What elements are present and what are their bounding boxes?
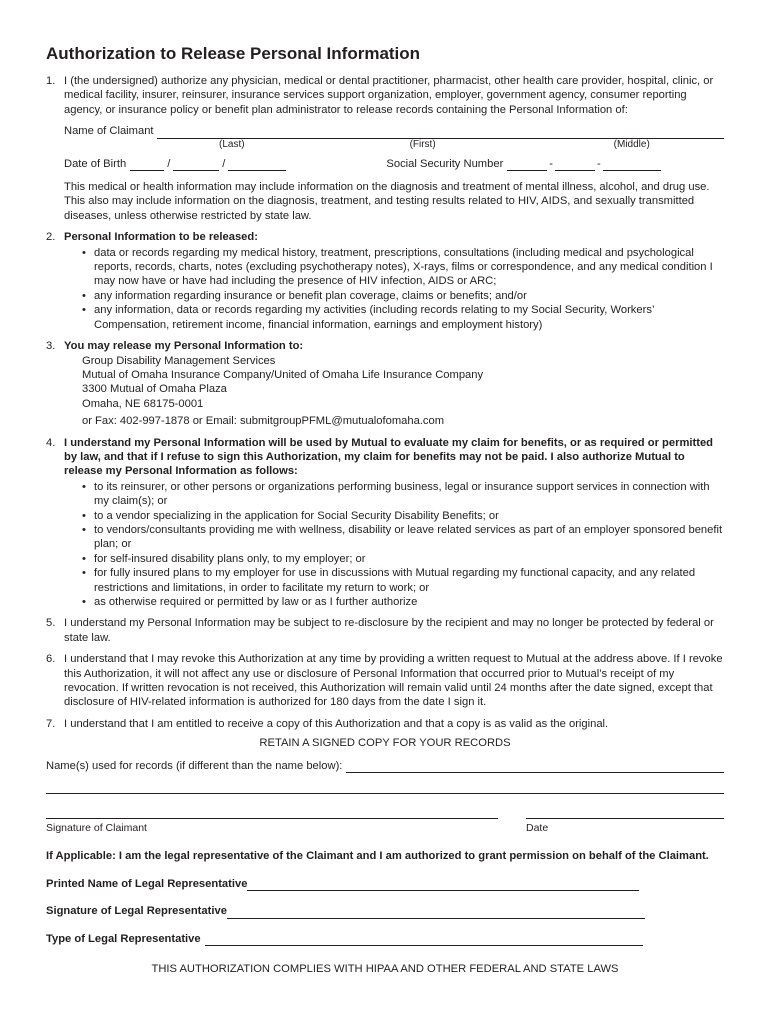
mailing-address [64,354,724,429]
first-name-label: (First) [409,138,436,150]
list-item: • any information regarding insurance or benefit plan coverage, claims or benefits; and/or [82,289,724,303]
type-rep-field[interactable] [205,934,643,946]
ssn-part1-field[interactable] [507,159,547,171]
middle-name-label: (Middle) [613,138,650,150]
printed-name-row [46,877,724,891]
address-line: Group Disability Management Services [82,354,276,367]
signature-of-claimant-label: Signature of Claimant [46,822,147,835]
section-4-list [64,480,724,610]
retain-copy-notice: RETAIN A SIGNED COPY FOR YOUR RECORDS [259,737,511,750]
section-number: 1. [46,75,56,87]
signature-rep-row [46,904,724,918]
list-item: • to its reinsurer, or other persons or organizations performing business, legal or insurance support services in connection with my claim(s); or [82,480,724,509]
name-of-claimant-field[interactable] [157,127,724,139]
ssn-separator: - [549,157,554,170]
ssn-separator: - [597,157,601,170]
address-line: 3300 Mutual of Omaha Plaza [82,383,227,396]
signature-rep-label: Signature of Legal Representative [46,905,227,918]
dob-day-field[interactable] [173,159,219,171]
section-1 [46,74,724,223]
dob-month-field[interactable] [130,159,164,171]
last-name-label: (Last) [219,138,245,150]
signature-of-claimant-field[interactable] [46,808,498,819]
list-item: • for self-insured disability plans only, to my employer; or [82,552,724,566]
section-3-heading: You may release my Personal Information to: [64,340,304,353]
fax-email-line: or Fax: 402-997-1878 or Email: submitgroupPFML@mutualofomaha.com [82,415,445,428]
printed-name-label: Printed Name of Legal Representative [46,877,248,890]
section-number: 5. [46,617,56,630]
type-rep-label: Type of Legal Representative [46,932,201,945]
section-number: 7. [46,717,56,730]
section-number: 3. [46,340,56,353]
ssn-label: Social Security Number [386,157,504,170]
names-used-field[interactable] [346,761,724,773]
section-4-heading: I understand my Personal Information will be used by Mutual to evaluate my claim for benefits, or as required or permitted by law, and that if I refuse to sign this Authorization, my claim for benefits may not be paid. I also authorize Mutual to release my Personal Information as follows: [64,436,714,478]
printed-name-field[interactable] [247,879,639,891]
list-item: • to vendors/consultants providing me with wellness, disability or leave related services as part of an employer sponsored benefit plan; or [82,523,724,552]
section-7 [46,717,724,731]
date-of-birth-label: Date of Birth [64,157,127,170]
section-5 [46,616,724,645]
section-1-note: This medical or health information may include information on the diagnosis and treatment of mental illness, alcohol, and drug use. This also may include information on the diagnosis, treatment, and testing results related to HIV, AIDS, and sexually transmitted diseases, unless otherwise restricted by state law. [64,181,710,222]
address-line: Mutual of Omaha Insurance Company/United of Omaha Life Insurance Company [82,368,484,381]
page-title: Authorization to Release Personal Information [46,44,421,63]
section-1-text: I (the undersigned) authorize any physician, medical or dental practitioner, pharmacist, other health care provider, hospital, clinic, or medical facility, insurer, reinsurer, insurance services support organization, employer, government agency, consumer reporting agency, or insurance policy or benefit plan administrator to release records containing the Personal Information of: [64,75,714,116]
section-number: 6. [46,653,56,666]
signature-rep-field[interactable] [227,907,645,919]
section-4 [46,436,724,610]
list-item: • to a vendor specializing in the application for Social Security Disability Benefits; or [82,509,724,523]
section-6 [46,652,724,710]
dob-year-field[interactable] [228,159,286,171]
section-2-list [64,246,724,332]
list-item: • any information, data or records regarding my activities (including records relating to my Social Security, Workers’ Compensation, retirement income, financial information, earnings and employment history) [82,303,724,332]
legal-representative-statement [46,849,724,863]
name-sublabels [64,139,724,151]
list-item: • data or records regarding my medical history, treatment, prescriptions, consultations (including medical and psychological reports, records, charts, notes (excluding psychotherapy notes), X-rays, films or correspondence, and any medical condition I may now have or have had including the presence of HIV infection, AIDS or ARC; [82,246,724,289]
section-7-text: I understand that I am entitled to receive a copy of this Authorization and that a copy is as valid as the original. [64,717,609,730]
address-line: Omaha, NE 68175-0001 [82,397,204,410]
section-number: 4. [46,436,56,449]
date-label: Date [526,822,549,835]
date-field[interactable] [526,808,724,819]
hipaa-footer: THIS AUTHORIZATION COMPLIES WITH HIPAA AND OTHER FEDERAL AND STATE LAWS [151,963,619,976]
type-rep-row [46,932,724,946]
section-2 [46,230,724,332]
section-number: 2. [46,231,56,244]
section-3 [46,339,724,428]
section-2-heading: Personal Information to be released: [64,231,258,244]
section-5-text: I understand my Personal Information may be subject to re-disclosure by the recipient and may no longer be protected by federal or state law. [64,617,714,644]
section-6-text: I understand that I may revoke this Authorization at any time by providing a written request to Mutual at the address above. If I revoke this Authorization, it will not affect any use or disclosure of Personal Information that occurred prior to Mutual’s receipt of my revocation. If written revocation is not received, this Authorization will remain valid until 24 months after the date signed, except that disclosure of HIV-related information is authorized for 180 days from the date I sign it. [64,653,723,709]
ssn-part2-field[interactable] [555,159,595,171]
dob-separator: / [222,157,226,170]
list-item: • as otherwise required or permitted by law or as I further authorize [82,595,724,609]
name-of-claimant-label: Name of Claimant [64,125,154,138]
dob-separator: / [167,157,171,170]
names-used-label: Name(s) used for records (if different than the name below): [46,759,343,772]
names-used-field-line-2[interactable] [46,773,724,794]
list-item: • for fully insured plans to my employer for use in discussions with Mutual regarding my functional capacity, and any related restrictions and limitations, in order to facilitate my return to work; or [82,566,724,595]
legal-representative-statement-text: If Applicable: I am the legal representative of the Claimant and I am authorized to grant permission on behalf of the Claimant. [46,850,709,863]
ssn-part3-field[interactable] [603,159,661,171]
signature-row [46,808,724,835]
